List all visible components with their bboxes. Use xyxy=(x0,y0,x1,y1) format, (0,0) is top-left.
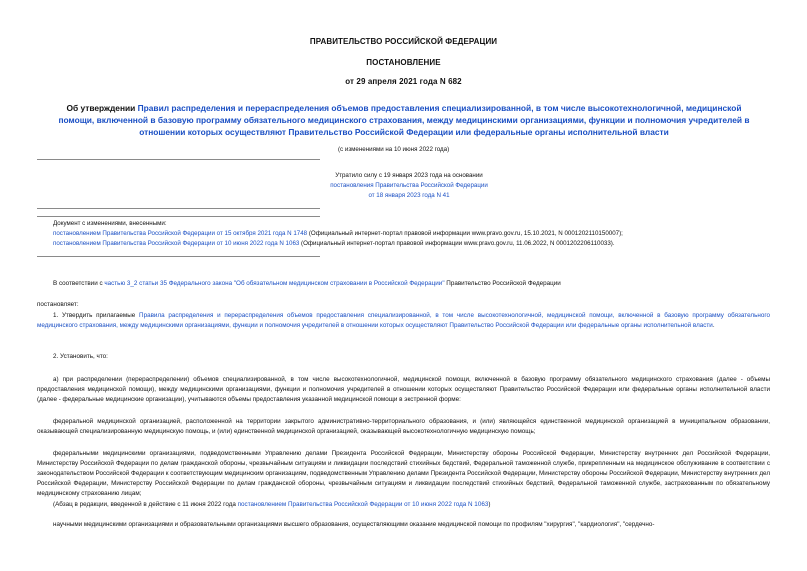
abzac-decree-link[interactable]: постановлением Правительства Российской Федерации от 10 июня 2022 года N 1063 xyxy=(237,501,489,508)
abzac-note xyxy=(53,500,773,510)
change-link-1063[interactable]: постановлением Правительства Российской Федерации от 10 июня 2022 года N 1063 xyxy=(53,240,300,247)
document-type-heading: ПОСТАНОВЛЕНИЕ xyxy=(366,58,441,67)
lost-force-decree-link[interactable]: постановления Правительства Российской Федерации xyxy=(330,182,488,189)
change-link-1748[interactable]: постановлением Правительства Российской Федерации от 15 октября 2021 года N 1748 xyxy=(53,230,308,237)
document-title xyxy=(48,102,760,138)
change-1748-details: (Официальный интернет-портал правовой информации www.pravo.gov.ru, 15.10.2021, N 0001202110150007); xyxy=(307,230,623,237)
abzac-after: ) xyxy=(488,501,491,508)
clause-1-after: . xyxy=(712,322,715,329)
rules-title-link[interactable]: Правил распределения и перераспределения объемов предоставления специализированной, в том числе высокотехнологичной, медицинской помощи, включенной в базовую программу обязательного медицинского страхования, между медицинскими организациями, функции и полномочия учредителей в отношении которых осуществляют Правительство Российской Федерации или федеральные органы исполнительной власти xyxy=(58,103,750,137)
lost-force-decree-date-link[interactable]: от 18 января 2023 года N 41 xyxy=(368,192,450,199)
paragraph-federal-organization: федеральной медицинской организацией, расположенной на территории закрытого административно-территориального образования, и (или) являющейся единственной медицинской организацией в муниципальном образовании, оказывающей специализированную медицинскую помощь, и (или) единственной медицинской организацией, оказывающей высокотехнологичную медицинскую помощь; xyxy=(37,418,770,435)
paragraph-agencies: федеральными медицинскими организациями, подведомственными Управлению делами Президента Российской Федерации, Министерству обороны Российской Федерации, Министерству внутренних дел Российской Федерации, Министерству Российской Федерации по делам гражданской обороны, чрезвычайным ситуациям и ликвидации последствий стихийных бедствий, Федеральной таможенной службе, прикрепленным на медицинское обслуживание в соответствии с законодательством Российской Федерации к соответствующим медицинским организациям, подведомственным Управлению делами Президента Российской Федерации, Министерству обороны Российской Федерации, Министерству внутренних дел Российской Федерации, Министерству Российской Федерации по делам гражданской обороны, чрезвычайным ситуациям и ликвидации последствий стихийных бедствий, Федеральной таможенной службе, застрахованным по обязательному медицинскому страхованию лицам; xyxy=(37,450,770,497)
preamble xyxy=(53,279,753,289)
decree-word: постановляет: xyxy=(37,301,79,308)
date-number-heading: от 29 апреля 2021 года N 682 xyxy=(345,77,462,86)
clause-1 xyxy=(37,311,770,331)
change-1063-details: (Официальный интернет-портал правовой информации www.pravo.gov.ru, 11.06.2022, N 0001202206110033). xyxy=(299,240,615,247)
separator-top xyxy=(37,159,320,160)
preamble-after: Правительство Российской Федерации xyxy=(444,280,561,287)
clause-1-before: 1. Утвердить прилагаемые xyxy=(53,312,140,319)
lost-force-note xyxy=(304,171,514,201)
changes-item xyxy=(53,229,773,239)
separator-middle-1 xyxy=(37,208,320,209)
government-heading: ПРАВИТЕЛЬСТВО РОССИЙСКОЙ ФЕДЕРАЦИИ xyxy=(309,37,498,46)
changes-item xyxy=(53,239,773,249)
abzac-before: (Абзац в редакции, введенной в действие с 11 июня 2022 года xyxy=(53,501,238,508)
changes-heading: Документ с изменениями, внесенными: xyxy=(53,220,167,227)
paragraph-scientific-organizations: научными медицинскими организациями и образовательными организациями высшего образования, осуществляющими оказание медицинской помощи по профилям "хирургия", "кардиология", "сердечно- xyxy=(53,521,655,528)
clause-2a: а) при распределении (перераспределении) объемов специализированной, в том числе высокотехнологичной, медицинской помощи, включенной в базовую программу обязательного медицинского страхования (далее - объемы предоставления медицинской помощи), между медицинскими организациями, функции и полномочия учредителей в отношении которых осуществляют Правительство Российской Федерации или федеральные органы исполнительной власти (далее - федеральные медицинские организации), учитываются объемы предоставления указанной медицинской помощи в экстренной форме: xyxy=(37,376,770,403)
preamble-before: В соответствии с xyxy=(53,280,105,287)
title-prefix: Об утверждении xyxy=(66,103,138,113)
federal-law-link[interactable]: частью 3_2 статьи 35 Федерального закона "Об обязательном медицинском страховании в Российской Федерации" xyxy=(104,280,445,287)
lost-force-line1: Утратило силу с 19 января 2023 года на основании xyxy=(335,172,483,179)
separator-middle-2 xyxy=(37,216,320,217)
amended-note: (с изменениями на 10 июня 2022 года) xyxy=(338,146,450,153)
changes-block xyxy=(53,219,773,249)
clause-2: 2. Установить, что: xyxy=(53,353,108,360)
separator-bottom xyxy=(37,256,320,257)
rules-approved-link[interactable]: Правила распределения и перераспределения объемов предоставления специализированной, в том числе высокотехнологичной, медицинской помощи, включенной в базовую программу обязательного медицинского страхования, между медицинскими организациями, функции и полномочия учредителей в отношении которых осуществляют Правительство Российской Федерации или федеральные органы исполнительной власти xyxy=(37,312,771,329)
